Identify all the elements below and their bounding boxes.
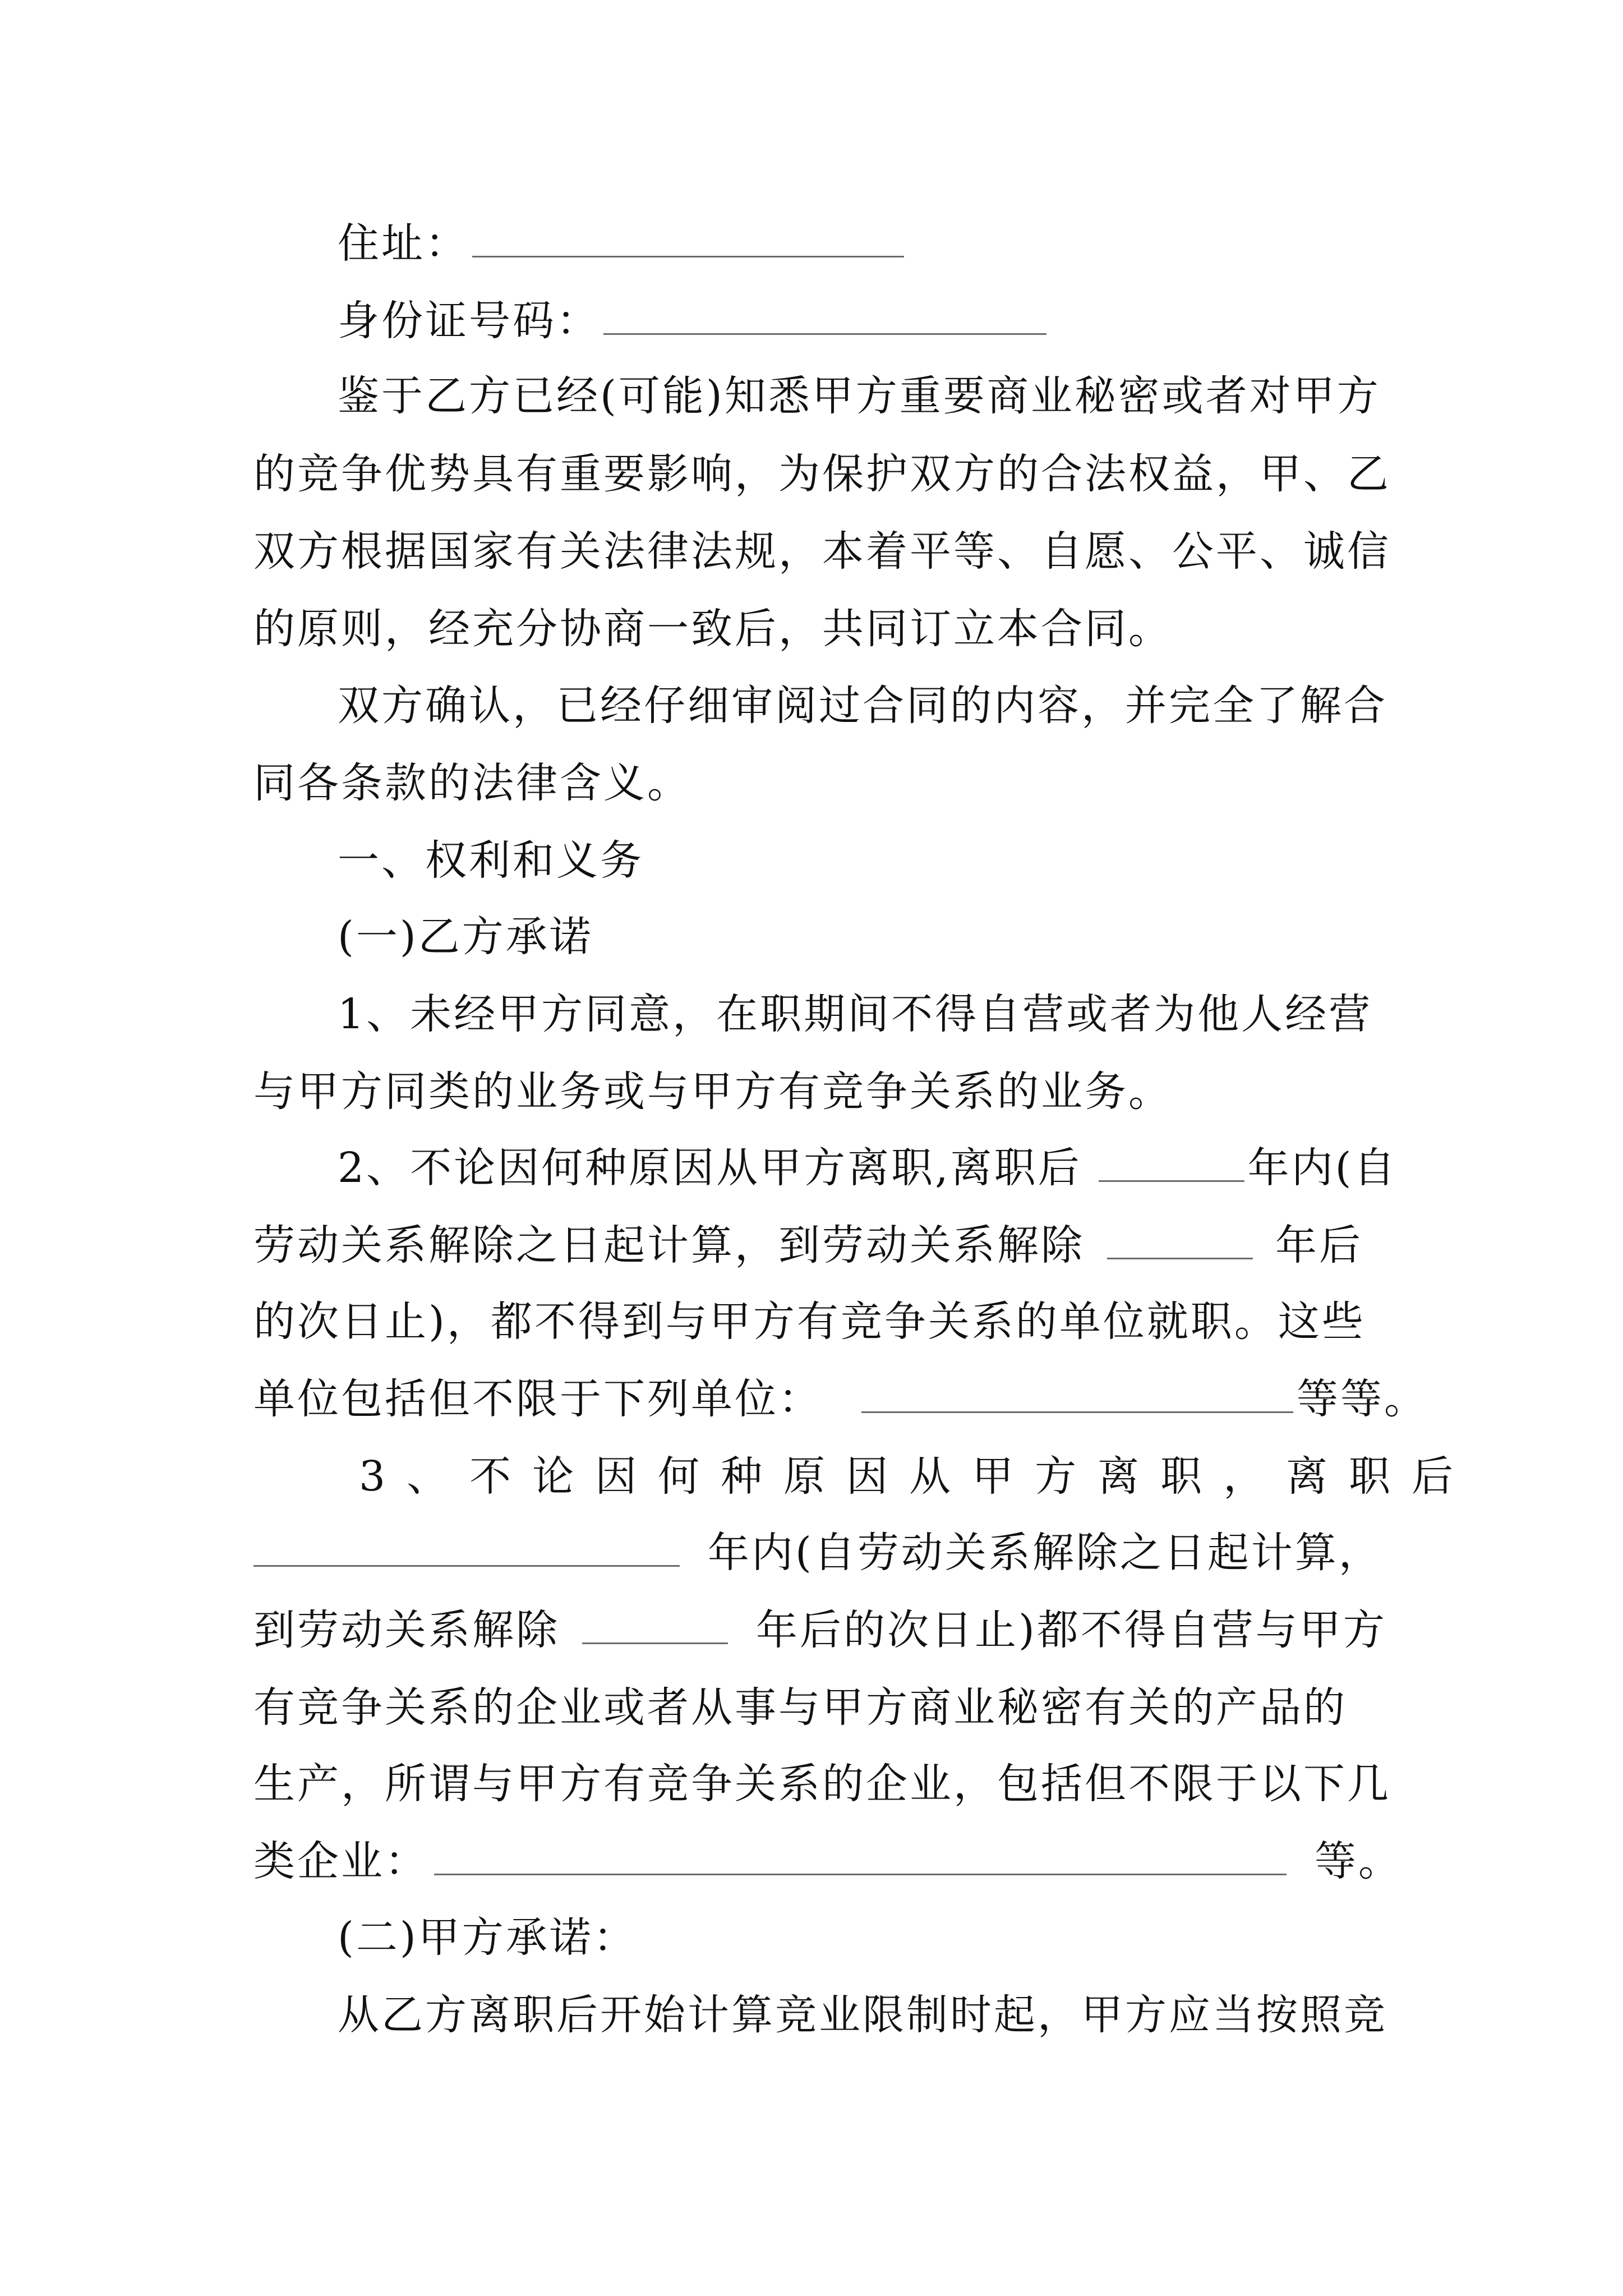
clause-text: 的次日止)，都不得到与甲方有竞争关系的单位就职。这些 [253,1297,1366,1346]
clause-line [253,1756,1391,1812]
heading-text: (一)乙方承诺 [338,913,593,961]
paragraph-line [253,755,1381,811]
id-number-blank[interactable] [603,294,1046,335]
years-blank[interactable] [582,1603,728,1644]
subsection-heading [338,909,1381,965]
clause-line [253,1294,1381,1350]
clause-text: 与甲方同类的业务或与甲方有竞争关系的业务。 [253,1068,1172,1116]
clause-text: 单位包括但不限于下列单位： [253,1375,822,1423]
years-blank[interactable] [1107,1218,1253,1259]
section-heading [338,832,1381,889]
clause-text: 年后 [1275,1221,1363,1269]
clause-line [253,1217,1381,1273]
paragraph-line [338,1987,1387,2043]
clause-text: 等等。 [1297,1375,1428,1423]
enterprises-blank[interactable] [434,1834,1287,1875]
clause-text: 年内(自 [1247,1144,1398,1192]
clause-text: 有竞争关系的企业或者从事与甲方商业秘密有关的产品的 [253,1683,1347,1732]
address-label: 住址： [338,219,469,268]
clause-line [338,1140,1398,1196]
clause-line [359,1448,1475,1504]
heading-text: 一、权利和义务 [338,836,644,885]
paragraph-text: 从乙方离职后开始计算竞业限制时起，甲方应当按照竞 [338,1991,1387,2039]
clause-text: 年内(自劳动关系解除之日起计算， [708,1529,1382,1577]
clause-text: 1、未经甲方同意，在职期间不得自营或者为他人经营 [338,990,1373,1038]
paragraph-line [338,368,1381,424]
paragraph-line [253,601,1381,657]
paragraph-line [253,523,1391,579]
paragraph-text: 双方根据国家有关法律法规，本着平等、自愿、公平、诚信 [253,527,1391,576]
clause-text: 类企业： [253,1837,428,1885]
clause-line [253,1371,1428,1427]
paragraph-line [338,678,1387,734]
id-number-label: 身份证号码： [338,297,600,345]
clause-line [253,1525,1381,1581]
heading-text: (二)甲方承诺： [338,1913,637,1962]
clause-line [253,1833,1402,1889]
clause-line [253,1064,1381,1120]
clause-text: 等。 [1315,1837,1402,1885]
clause-line [338,986,1381,1042]
clause-line [253,1602,1387,1658]
paragraph-text: 同各条款的法律含义。 [253,759,691,807]
paragraph-text: 的原则，经充分协商一致后，共同订立本合同。 [253,605,1172,653]
clause-line [253,1680,1381,1736]
years-blank[interactable] [1099,1141,1244,1182]
units-blank[interactable] [861,1372,1293,1413]
clause-text: 2、不论因何种原因从甲方离职,离职后 [338,1144,1082,1192]
clause-text: 生产，所谓与甲方有竞争关系的企业，包括但不限于以下几 [253,1760,1391,1808]
clause-text: 年后的次日止)都不得自营与甲方 [756,1606,1387,1654]
id-number-line [338,293,1381,349]
paragraph-line [253,446,1391,502]
paragraph-text: 鉴于乙方已经(可能)知悉甲方重要商业秘密或者对甲方 [338,372,1381,420]
clause-text: 3、不论因何种原因从甲方离职，离职后 [359,1452,1475,1501]
paragraph-text: 的竞争优势具有重要影响，为保护双方的合法权益，甲、乙 [253,450,1391,498]
address-blank[interactable] [472,217,904,257]
subsection-heading [338,1910,1381,1966]
clause-text: 劳动关系解除之日起计算，到劳动关系解除 [253,1221,1085,1269]
clause-text: 到劳动关系解除 [253,1606,560,1654]
address-line [338,215,1381,272]
paragraph-text: 双方确认，已经仔细审阅过合同的内容，并完全了解合 [338,682,1387,730]
years-blank[interactable] [253,1526,680,1567]
